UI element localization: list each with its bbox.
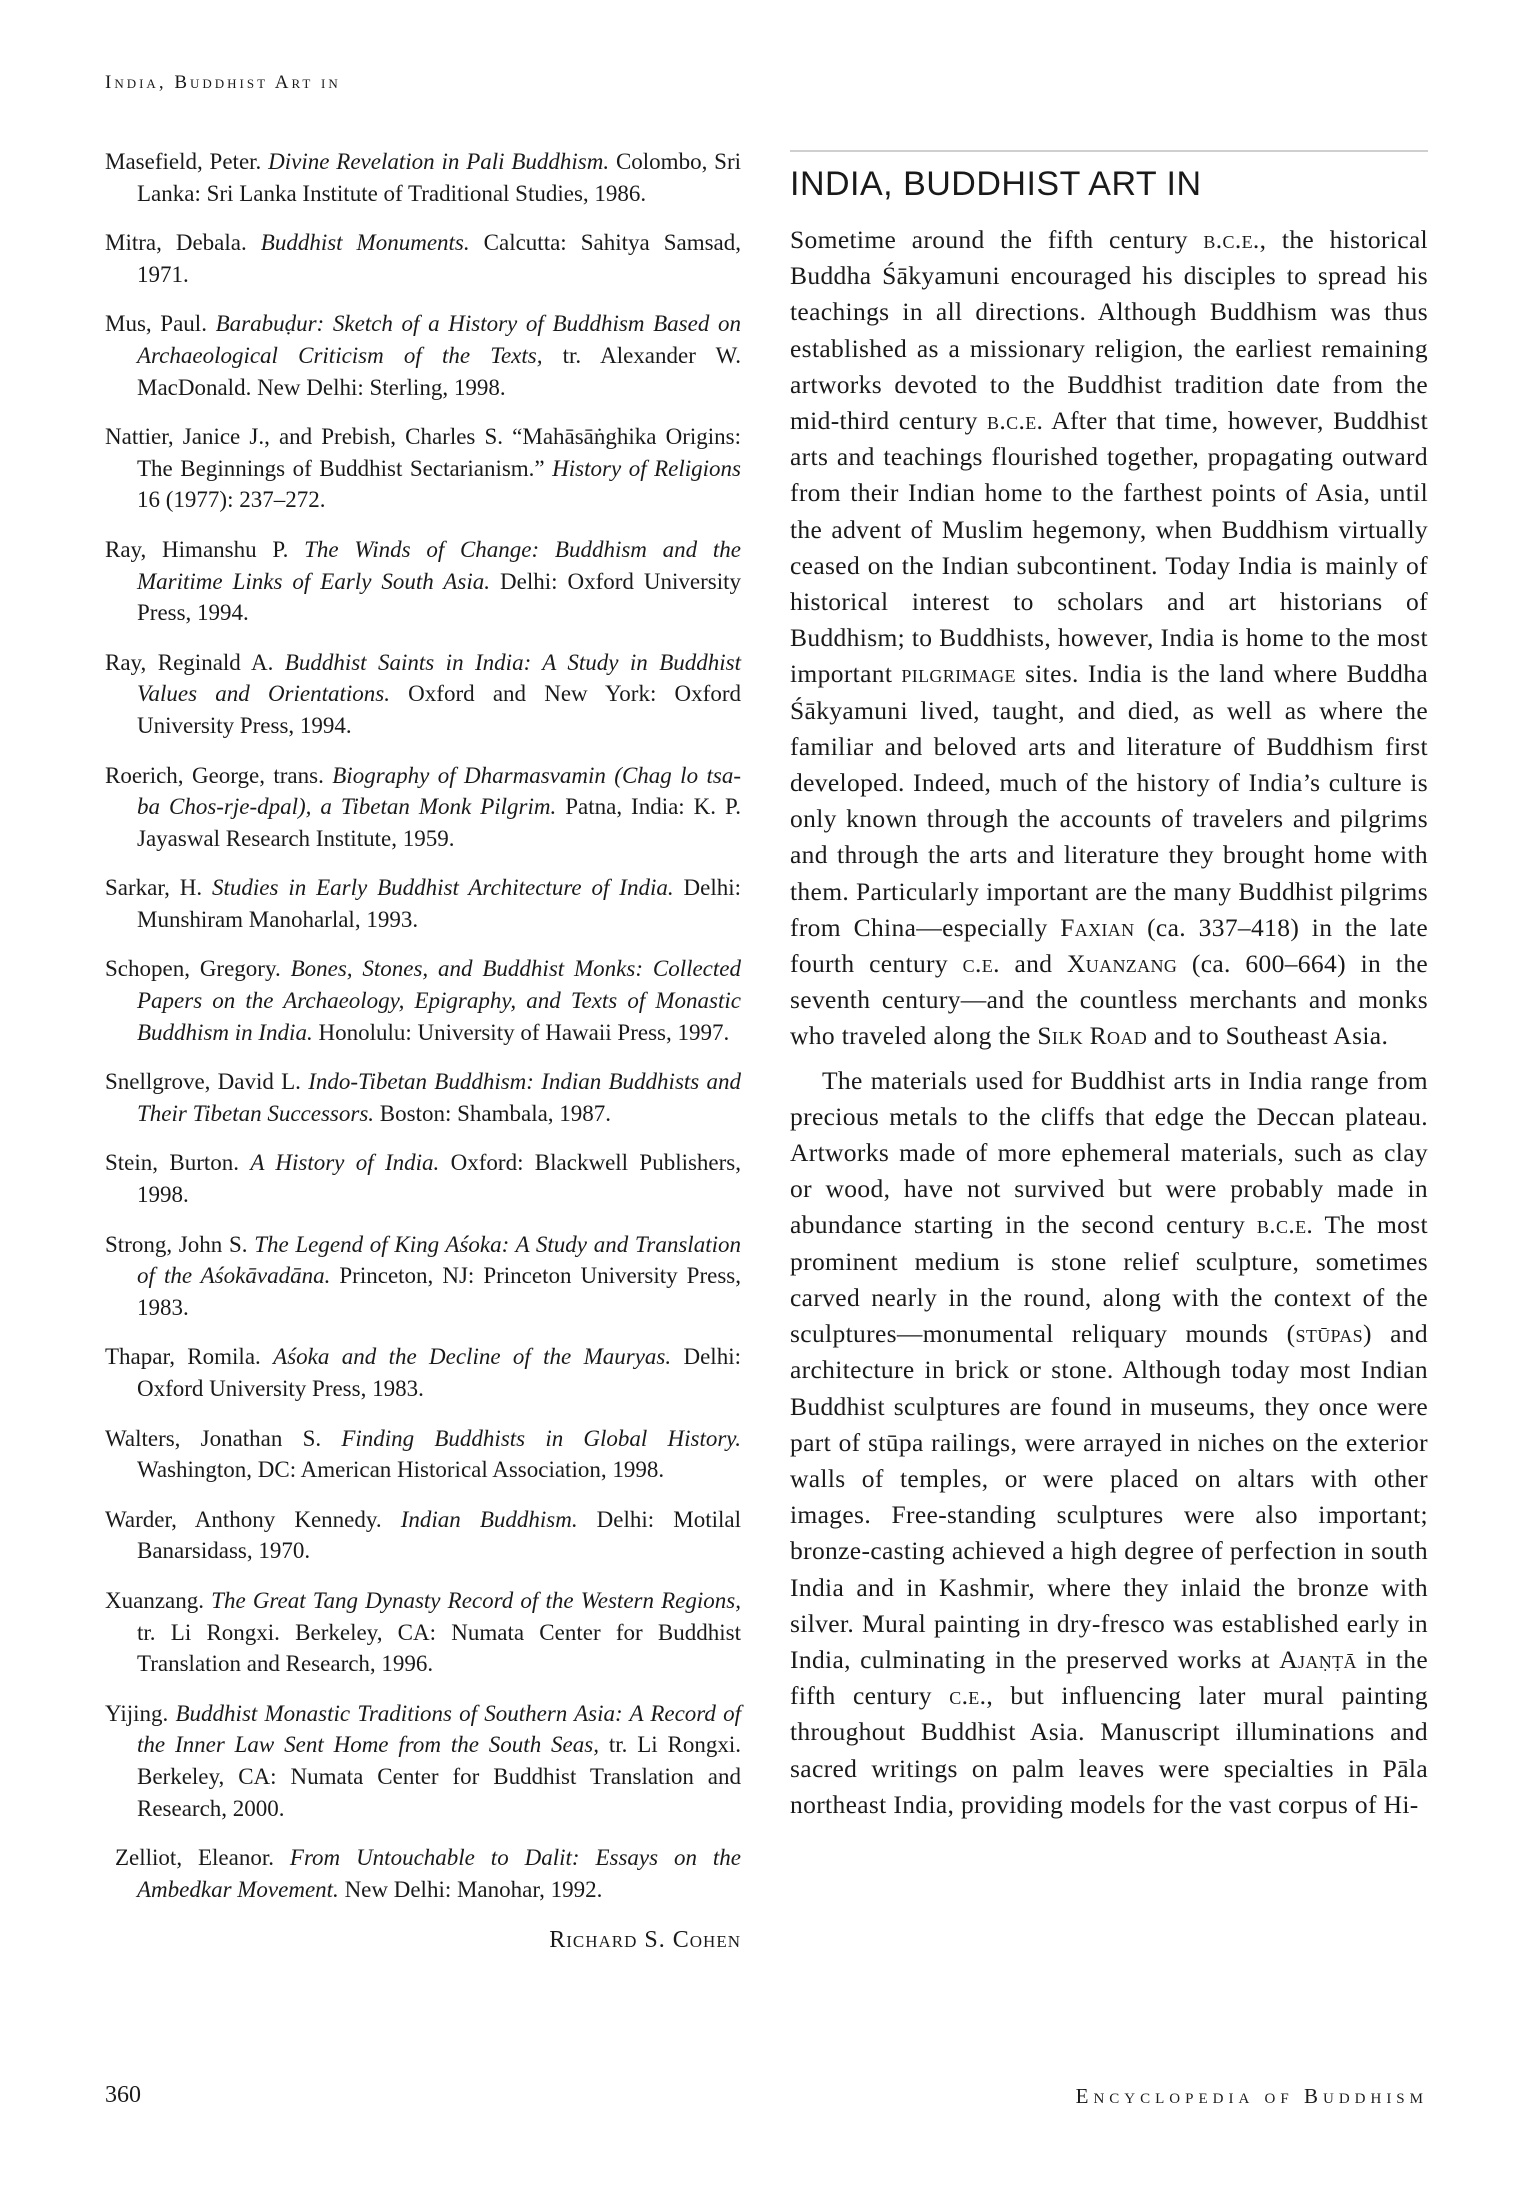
italic-title-segment: Divine Revelation in Pali Buddhism. [268,149,610,174]
title-rule [790,150,1428,152]
text-segment: , the historical Buddha Śākyamuni encouraged his disciples to spread his teachings in all directions. Although Buddhism was thus established as a missionary religion, the earliest remaining artworks devoted to the Buddhist tradition date from the mid-third century [790,225,1428,436]
body-paragraph [790,222,1428,1055]
text-segment: 16 (1977): 237–272. [137,487,326,513]
text-segment: New Delhi: Manohar, 1992. [338,1876,603,1902]
cross-reference-term[interactable]: c.e. [949,1681,987,1711]
bibliography-entry [105,308,741,403]
running-foot: Encyclopedia of Buddhism [1075,2084,1428,2108]
bibliography-entry [105,1698,741,1824]
cross-reference-term[interactable]: b.c.e. [1203,225,1260,254]
text-segment: Snellgrove, David L. [105,1069,309,1095]
cross-reference-term[interactable]: Silk Road [1037,1021,1148,1051]
text-segment: tr. Li Rongxi. Berkeley, CA: Numata Center for Buddhist Translation and Research, 1996. [137,1619,741,1677]
text-segment: Boston: Shambala, 1987. [374,1100,612,1126]
bibliography-entry [105,421,741,516]
cross-reference-term[interactable]: pilgrimage [901,659,1016,689]
text-segment: Yijing. [105,1700,176,1726]
italic-title-segment: Finding Buddhists in Global History. [341,1425,741,1451]
bibliography-list [105,146,741,1905]
text-segment: Sarkar, H. [105,875,213,901]
italic-title-segment: Bones, Stones, and Buddhist Monks: Collected Papers on the Archaeology, Epigraphy, and Texts of Monastic Buddhism in India. [137,956,741,1045]
bibliography-entry [105,1341,741,1404]
article-title: INDIA, BUDDHIST ART IN [790,165,1202,203]
text-segment: Honolulu: University of Hawaii Press, 1997. [312,1019,730,1045]
text-segment: Stein, Burton. [105,1150,251,1176]
bibliography-column [105,146,741,1954]
article-column [790,150,1428,1823]
text-segment: tr. Alexander W. MacDonald. New Delhi: Sterling, 1998. [137,342,741,400]
text-segment: Mus, Paul. [105,311,216,337]
bibliography-entry [105,1229,741,1324]
bibliography-entry [105,146,741,209]
text-segment: Zelliot, Eleanor. [115,1845,290,1871]
bibliography-entry [105,872,741,935]
text-segment: Washington, DC: American Historical Association, 1998. [137,1457,665,1483]
text-segment: and to Southeast Asia. [1147,1021,1389,1051]
page-number: 360 [105,2082,141,2108]
text-segment: Xuanzang. [105,1587,212,1613]
text-segment: (ca. 600–664) in the seventh century—and the countless merchants and monks who traveled along the [790,949,1428,1051]
italic-title-segment: Barabuḍur: Sketch of a History of Buddhism Based on Archaeological Criticism of the Texts, [137,311,741,368]
italic-title-segment: From Untouchable to Dalit: Essays on the Ambedkar Movement. [137,1845,741,1902]
running-head: India, Buddhist Art in [105,72,341,93]
text-segment: Schopen, Gregory. [105,956,291,982]
bibliography-entry [105,760,741,855]
text-segment: Colombo, Sri Lanka: Sri Lanka Institute of Traditional Studies, 1986. [137,149,741,206]
bibliography-entry [105,1504,741,1567]
text-segment: (ca. 337–418) in the late fourth century [790,912,1428,979]
text-segment: Thapar, Romila. [105,1344,274,1370]
text-segment: Ray, Reginald A. [105,649,285,675]
italic-title-segment: Buddhist Monastic Traditions of Southern Asia: A Record of the Inner Law Sent Home from the South Seas, [137,1700,742,1758]
cross-reference-term[interactable]: Faxian [1060,912,1135,942]
text-segment: Delhi: Motilal Banarsidass, 1970. [137,1506,741,1564]
italic-title-segment: A History of India. [250,1150,440,1176]
text-segment: Delhi: Munshiram Manoharlal, 1993. [137,875,742,932]
text-segment: Princeton, NJ: Princeton University Press, 1983. [137,1263,741,1320]
text-segment: The most prominent medium is stone relief sculpture, sometimes carved nearly in the round, along with the context of the sculptures—monumental reliquary mounds ( [790,1210,1428,1349]
italic-title-segment: The Winds of Change: Buddhism and the Maritime Links of Early South Asia. [137,536,741,594]
italic-title-segment: Indian Buddhism. [400,1506,578,1532]
text-segment: ) and architecture in brick or stone. Although today most Indian Buddhist sculptures are found in museums, they once were part of stūpa railings, were arrayed in niches on the exterior walls of temples, or were placed on altars with other images. Free-standing sculptures were also important; bronze-casting achieved a high degree of perfection in south India and in Kashmir, where they inlaid the bronze with silver. Mural painting in dry-fresco was established early in India, culminating in the preserved works at [790,1319,1428,1674]
text-segment: Walters, Jonathan S. [105,1425,342,1451]
text-segment: Warder, Anthony Kennedy. [105,1506,401,1532]
italic-title-segment: Studies in Early Buddhist Architecture of India. [212,875,674,901]
italic-title-segment: Aśoka and the Decline of the Mauryas. [273,1344,672,1370]
bibliography-entry [105,953,741,1048]
author-signature: Richard S. Cohen [549,1927,741,1954]
text-segment: Calcutta: Sahitya Samsad, 1971. [137,230,741,287]
cross-reference-term[interactable]: b.c.e. [1256,1210,1314,1240]
bibliography-entry [105,1585,741,1680]
body-paragraph [790,1063,1428,1823]
text-segment: The materials used for Buddhist arts in India range from precious metals to the cliffs that edge the Deccan plateau. Artworks made of more ephemeral materials, such as clay or wood, have not survived but were probably made in abundance starting in the second century [790,1065,1428,1240]
text-segment: Delhi: Oxford University Press, 1983. [137,1344,741,1401]
text-segment: , but influencing later mural painting throughout Buddhist Asia. Manuscript illuminations and sacred writings on palm leaves were specialties in Pāla northeast India, providing models for the vast corpus of Hi- [790,1681,1428,1819]
text-segment: and [999,949,1067,979]
text-segment: Ray, Himanshu P. [105,536,305,562]
text-segment: Mitra, Debala. [105,230,261,256]
cross-reference-term[interactable]: Xuanzang [1066,949,1178,979]
italic-title-segment: Buddhist Monuments. [260,230,470,256]
italic-title-segment: Buddhist Saints in India: A Study in Buddhist Values and Orientations. [137,649,741,707]
cross-reference-term[interactable]: c.e. [962,949,1000,979]
cross-reference-term[interactable]: stūpas [1295,1319,1363,1349]
bibliography-entry [105,1842,741,1905]
bibliography-entry [105,534,741,629]
text-segment: After that time, however, Buddhist arts and teachings flourished together, propagating outward from their Indian home to the farthest points of Asia, until the advent of Muslim hegemony, when Buddhism virtually ceased on the Indian subcontinent. Today India is mainly of historical interest to scholars and art historians of Buddhism; to Buddhists, however, India is home to the most important [790,406,1428,689]
bibliography-entry [105,227,741,290]
bibliography-entry [105,1066,741,1129]
text-segment: tr. Li Rongxi. Berkeley, CA: Numata Center for Buddhist Translation and Research, 2000. [137,1732,742,1821]
cross-reference-term[interactable]: b.c.e. [987,406,1044,436]
italic-title-segment: The Legend of King Aśoka: A Study and Translation of the Aśokāvadāna. [137,1231,741,1289]
text-segment: Masefield, Peter. [105,149,269,174]
cross-reference-term[interactable]: Ajaṇṭā [1279,1644,1357,1674]
italic-title-segment: Indo-Tibetan Buddhism: Indian Buddhists and Their Tibetan Successors. [137,1069,741,1126]
text-segment: Sometime around the fifth century [790,225,1204,254]
text-segment: Strong, John S. [105,1231,255,1257]
text-segment: Oxford and New York: Oxford University Press, 1994. [137,681,741,738]
text-segment: Nattier, Janice J., and Prebish, Charles S. “Mahāsāṅghika Origins: The Beginnings of Buddhist Sectarianism.” [105,424,741,481]
text-segment: in the fifth century [790,1644,1428,1711]
text-segment: Delhi: Oxford University Press, 1994. [137,568,742,626]
bibliography-entry [105,1423,741,1486]
text-segment: Roerich, George, trans. [105,762,333,788]
article-body [790,222,1428,1823]
bibliography-entry [105,1147,741,1210]
italic-title-segment: The Great Tang Dynasty Record of the Western Regions, [211,1587,741,1613]
text-segment: Patna, India: K. P. Jayaswal Research Institute, 1959. [137,794,741,851]
italic-title-segment: History of Religions [552,455,741,481]
bibliography-entry [105,647,741,742]
text-segment: Oxford: Blackwell Publishers, 1998. [137,1150,742,1208]
text-segment: sites. India is the land where Buddha Śākyamuni lived, taught, and died, as well as where the familiar and beloved arts and literature of Buddhism first developed. Indeed, much of the history of India’s culture is only known through the accounts of travelers and pilgrims and through the arts and literature they brought home with them. Particularly important are the many Buddhist pilgrims from China—especially [790,659,1428,942]
italic-title-segment: Biography of Dharmasvamin (Chag lo tsa-ba Chos-rje-dpal), a Tibetan Monk Pilgrim. [137,762,741,820]
